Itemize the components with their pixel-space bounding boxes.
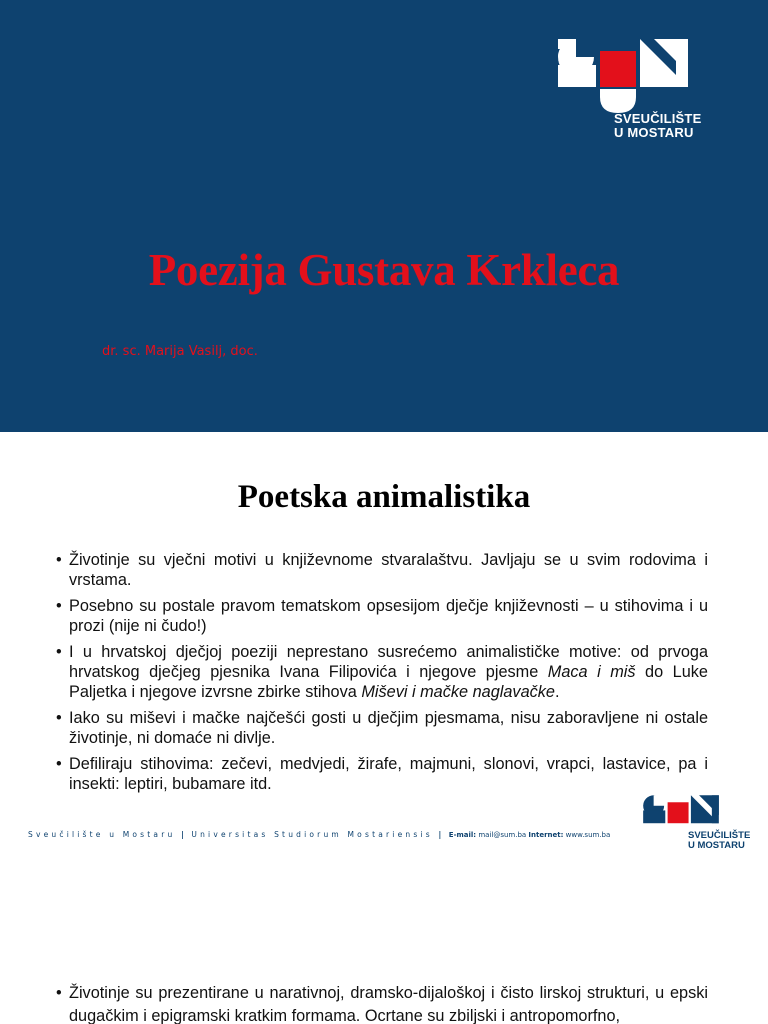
sum-logo-icon [642, 794, 720, 828]
sum-logo-icon [556, 37, 690, 115]
logo-line2: U MOSTARU [614, 125, 694, 140]
bullet-item: • Iako su miševi i mačke najčešći gosti u dječjim pjesmama, nisu zaboravljene ni ostale životinje, ni domaće ni divlje. [58, 708, 708, 748]
footer-separator: | [181, 830, 186, 839]
author-name: dr. sc. Marija Vasilj, doc. [102, 344, 258, 359]
bullet-item: • Posebno su postale pravom tematskom opsesijom dječje književnosti – u stihovima i u prozi (nije ni čudo!) [58, 596, 708, 636]
logo-line1: SVEUČILIŠTE [688, 830, 751, 841]
logo-text [688, 831, 752, 851]
bullet-list [58, 982, 708, 1024]
bullet-item: • Životinje su prezentirane u narativnoj, dramsko-dijaloškoj i čisto lirskoj strukturi, u epski dugačkim i epigramski kratkim formama. Ocrtane su zbiljski i antropomorfno, [58, 982, 708, 1024]
book-title: Maca i miš [547, 663, 636, 681]
footer-contact [449, 831, 611, 839]
bullet-text: I u hrvatskoj dječjoj poeziji neprestano susrećemo animalističke motive: od prvoga hrvatskog dječjeg pjesnika Ivana Filipovića i njegove pjesme [69, 643, 708, 681]
bullet-text: do Luke Paljetka i njegove izvrsne zbirke stihova [69, 663, 708, 701]
footer [28, 830, 610, 839]
content-slide [0, 432, 768, 864]
title-slide [0, 0, 768, 432]
university-logo-small [642, 794, 752, 851]
email-label: E-mail: [448, 831, 477, 839]
bullet-text: . [554, 683, 560, 701]
footer-latin-name: Universitas Studiorum Mostariensis [191, 830, 433, 839]
book-title: Miševi i mačke naglavačke [361, 683, 555, 701]
content-slide-partial [0, 864, 768, 1024]
slide-title: Poetska animalistika [237, 479, 531, 515]
website-link[interactable]: www.sum.ba [565, 831, 611, 839]
email-link[interactable]: mail@sum.ba [478, 831, 527, 839]
logo-text [614, 111, 702, 140]
logo-line1: SVEUČILIŠTE [614, 111, 702, 126]
footer-separator: | [438, 830, 444, 839]
bullet-item [58, 642, 708, 702]
internet-label: Internet: [528, 831, 564, 839]
bullet-list [58, 550, 708, 800]
footer-university: Sveučilište u Mostaru [28, 830, 176, 839]
university-logo [556, 37, 702, 140]
logo-line2: U MOSTARU [688, 840, 745, 851]
presentation-title: Poezija Gustava Krkleca [148, 245, 620, 295]
bullet-item: • Životinje su vječni motivi u književnome stvaralaštvu. Javljaju se u svim rodovima i vrstama. [58, 550, 708, 590]
bullet-item: • Defiliraju stihovima: zečevi, medvjedi, žirafe, majmuni, slonovi, vrapci, lastavice, pa i insekti: leptiri, bubamare itd. [58, 754, 708, 794]
